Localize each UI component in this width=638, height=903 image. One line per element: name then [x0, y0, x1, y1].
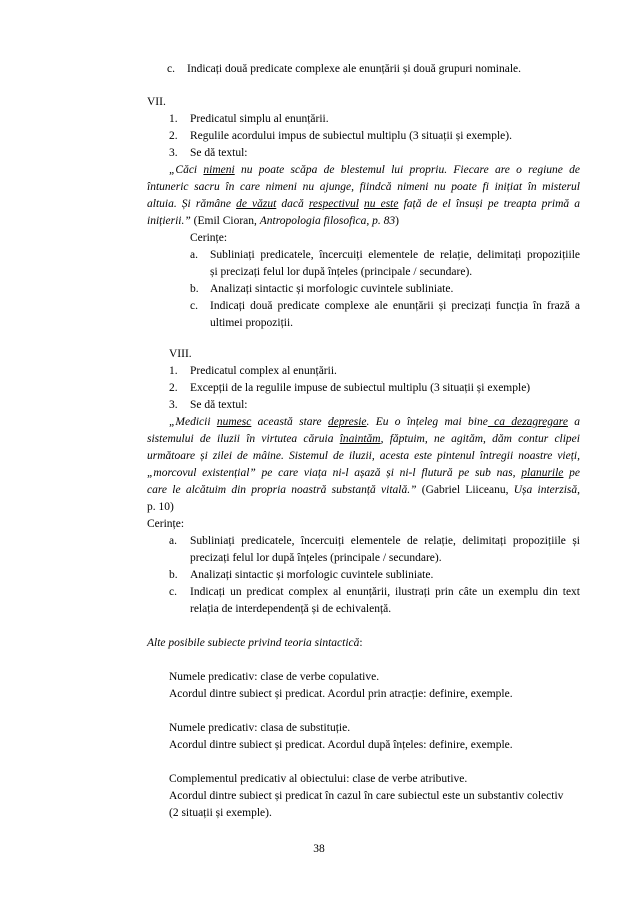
item-number: 2.: [169, 382, 178, 394]
viii-task-a-line-2: precizați felul lor după înțeles (principale / secundare).: [190, 552, 442, 564]
section-heading-viii: VIII.: [169, 348, 192, 360]
vii-quote-line-4: inițierii.” (Emil Cioran, Antropologia filosofica, p. 83): [147, 215, 399, 227]
viii-quote-line-4: „morcovul existențial” pe care viața ni-l așază și ni-l flutură pe sub nas, planurile pe: [147, 467, 581, 479]
viii-cerinte-label: Cerințe:: [147, 518, 185, 530]
underlined-word: nimeni: [203, 164, 235, 176]
vii-task-b-label: b.: [190, 283, 199, 295]
vii-item-1: [169, 112, 329, 126]
vii-task-b-line-1: Analizați sintactic și morfologic cuvintele subliniate.: [210, 283, 454, 295]
vii-quote-line-2: întuneric sacru în care nimeni nu ajunge, fiindcă nimeni nu poate fi inițiat în misterul: [147, 181, 580, 193]
item-number: 1.: [169, 365, 178, 377]
underlined-word: planurile: [521, 467, 564, 479]
item-text: Indicați două predicate complexe ale enunțării și două grupuri nominale.: [187, 63, 522, 75]
viii-quote-line-6: p. 10): [147, 501, 174, 513]
viii-task-b-label: b.: [169, 569, 178, 581]
vii-task-c-line-2: ultimei propoziții.: [210, 317, 294, 329]
viii-task-c-label: c.: [169, 586, 177, 598]
viii-quote-line-1: „Medicii numesc această stare depresie. Eu o înțeleg mai bine ca dezagregare a: [169, 416, 580, 428]
viii-quote-line-3: următoare și zilei de mâine. Sistemul de iluzii, acesta este pintenul întregii noastre vieți,: [147, 450, 580, 462]
vii-task-c-line-1: Indicați două predicate complexe ale enunțării și precizați funcția în frază a: [210, 300, 580, 312]
vii-task-c-label: c.: [190, 300, 198, 312]
viii-task-a-label: a.: [169, 535, 177, 547]
viii-task-a-line-1: Subliniați predicatele, încercuiți elementele de relație, delimitați propozițiile și: [190, 535, 580, 547]
vii-quote-line-1: „Căci nimeni nu poate scăpa de blestemul lui propriu. Fiecare are o regiune de: [169, 164, 580, 176]
viii-task-b-line-1: Analizați sintactic și morfologic cuvintele subliniate.: [190, 569, 434, 581]
vii-cerinte-label: Cerințe:: [190, 232, 228, 244]
alte-group-3-line-2: Acordul dintre subiect și predicat în cazul în care subiectul este un substantiv colectiv: [169, 790, 564, 802]
alte-group-3-line-1: Complementul predicativ al obiectului: clase de verbe atributive.: [169, 773, 468, 785]
alte-subiecte-heading: Alte posibile subiecte privind teoria sintactică:: [147, 637, 363, 649]
item-text: Regulile acordului impus de subiectul multiplu (3 situații și exemple).: [190, 130, 512, 142]
item-number: 1.: [169, 113, 178, 125]
vii-task-a-line-1: Subliniați predicatele, încercuiți elementele de relație, delimitați propozițiile: [210, 249, 580, 261]
item-text: Se dă textul:: [190, 147, 248, 159]
viii-item-3: [169, 398, 248, 412]
item-text: Predicatul complex al enunțării.: [190, 365, 337, 377]
viii-item-2: [169, 381, 531, 395]
underlined-word: de văzut: [236, 198, 277, 210]
viii-task-c-line-1: Indicați un predicat complex al enunțării, ilustrați prin câte un exemplu din text: [190, 586, 580, 598]
section-heading-vii: VII.: [147, 96, 166, 108]
item-number: 3.: [169, 147, 178, 159]
vii-item-3: [169, 146, 248, 160]
item-c-top: [167, 62, 522, 76]
alte-group-3-line-3: (2 situații și exemple).: [169, 807, 272, 819]
alte-group-2-line-2: Acordul dintre subiect și predicat. Acordul după înțeles: definire, exemple.: [169, 739, 513, 751]
alte-group-1-line-2: Acordul dintre subiect și predicat. Acordul prin atracție: definire, exemple.: [169, 688, 513, 700]
item-number: 3.: [169, 399, 178, 411]
item-text: Predicatul simplu al enunțării.: [190, 113, 329, 125]
viii-quote-line-2: sistemului de iluzii în virtutea căruia înaintăm, făptuim, ne agităm, dăm contur clipei: [147, 433, 580, 445]
vii-item-2: [169, 129, 512, 143]
underlined-word: respectivul: [308, 198, 359, 210]
underlined-word: nu este: [364, 198, 399, 210]
item-text: Excepții de la regulile impuse de subiectul multiplu (3 situații și exemple): [190, 382, 531, 394]
vii-task-a-line-2: și precizați felul lor după înțeles (principale / secundare).: [210, 266, 473, 278]
page-number: 38: [313, 843, 325, 855]
viii-item-1: [169, 364, 337, 378]
item-text: Se dă textul:: [190, 399, 248, 411]
viii-task-c-line-2: relația de interdependență și de echivalență.: [190, 603, 392, 615]
underlined-word: înaintăm: [339, 433, 381, 445]
alte-group-1-line-1: Numele predicativ: clase de verbe copulative.: [169, 671, 380, 683]
underlined-word: ca dezagregare: [487, 416, 568, 428]
vii-task-a-label: a.: [190, 249, 198, 261]
viii-quote-line-5: care le alcătuim din propria noastră substanță vitală.” (Gabriel Liiceanu, Ușa interzisă,: [147, 484, 580, 496]
item-label: c.: [167, 63, 175, 75]
vii-quote-line-3: altuia. Și rămâne de văzut dacă respectivul nu este față de el însuși pe treapta primă a: [147, 198, 580, 210]
underlined-word: depresie: [327, 416, 367, 428]
item-number: 2.: [169, 130, 178, 142]
underlined-word: numesc: [216, 416, 252, 428]
alte-group-2-line-1: Numele predicativ: clasa de substituție.: [169, 722, 351, 734]
